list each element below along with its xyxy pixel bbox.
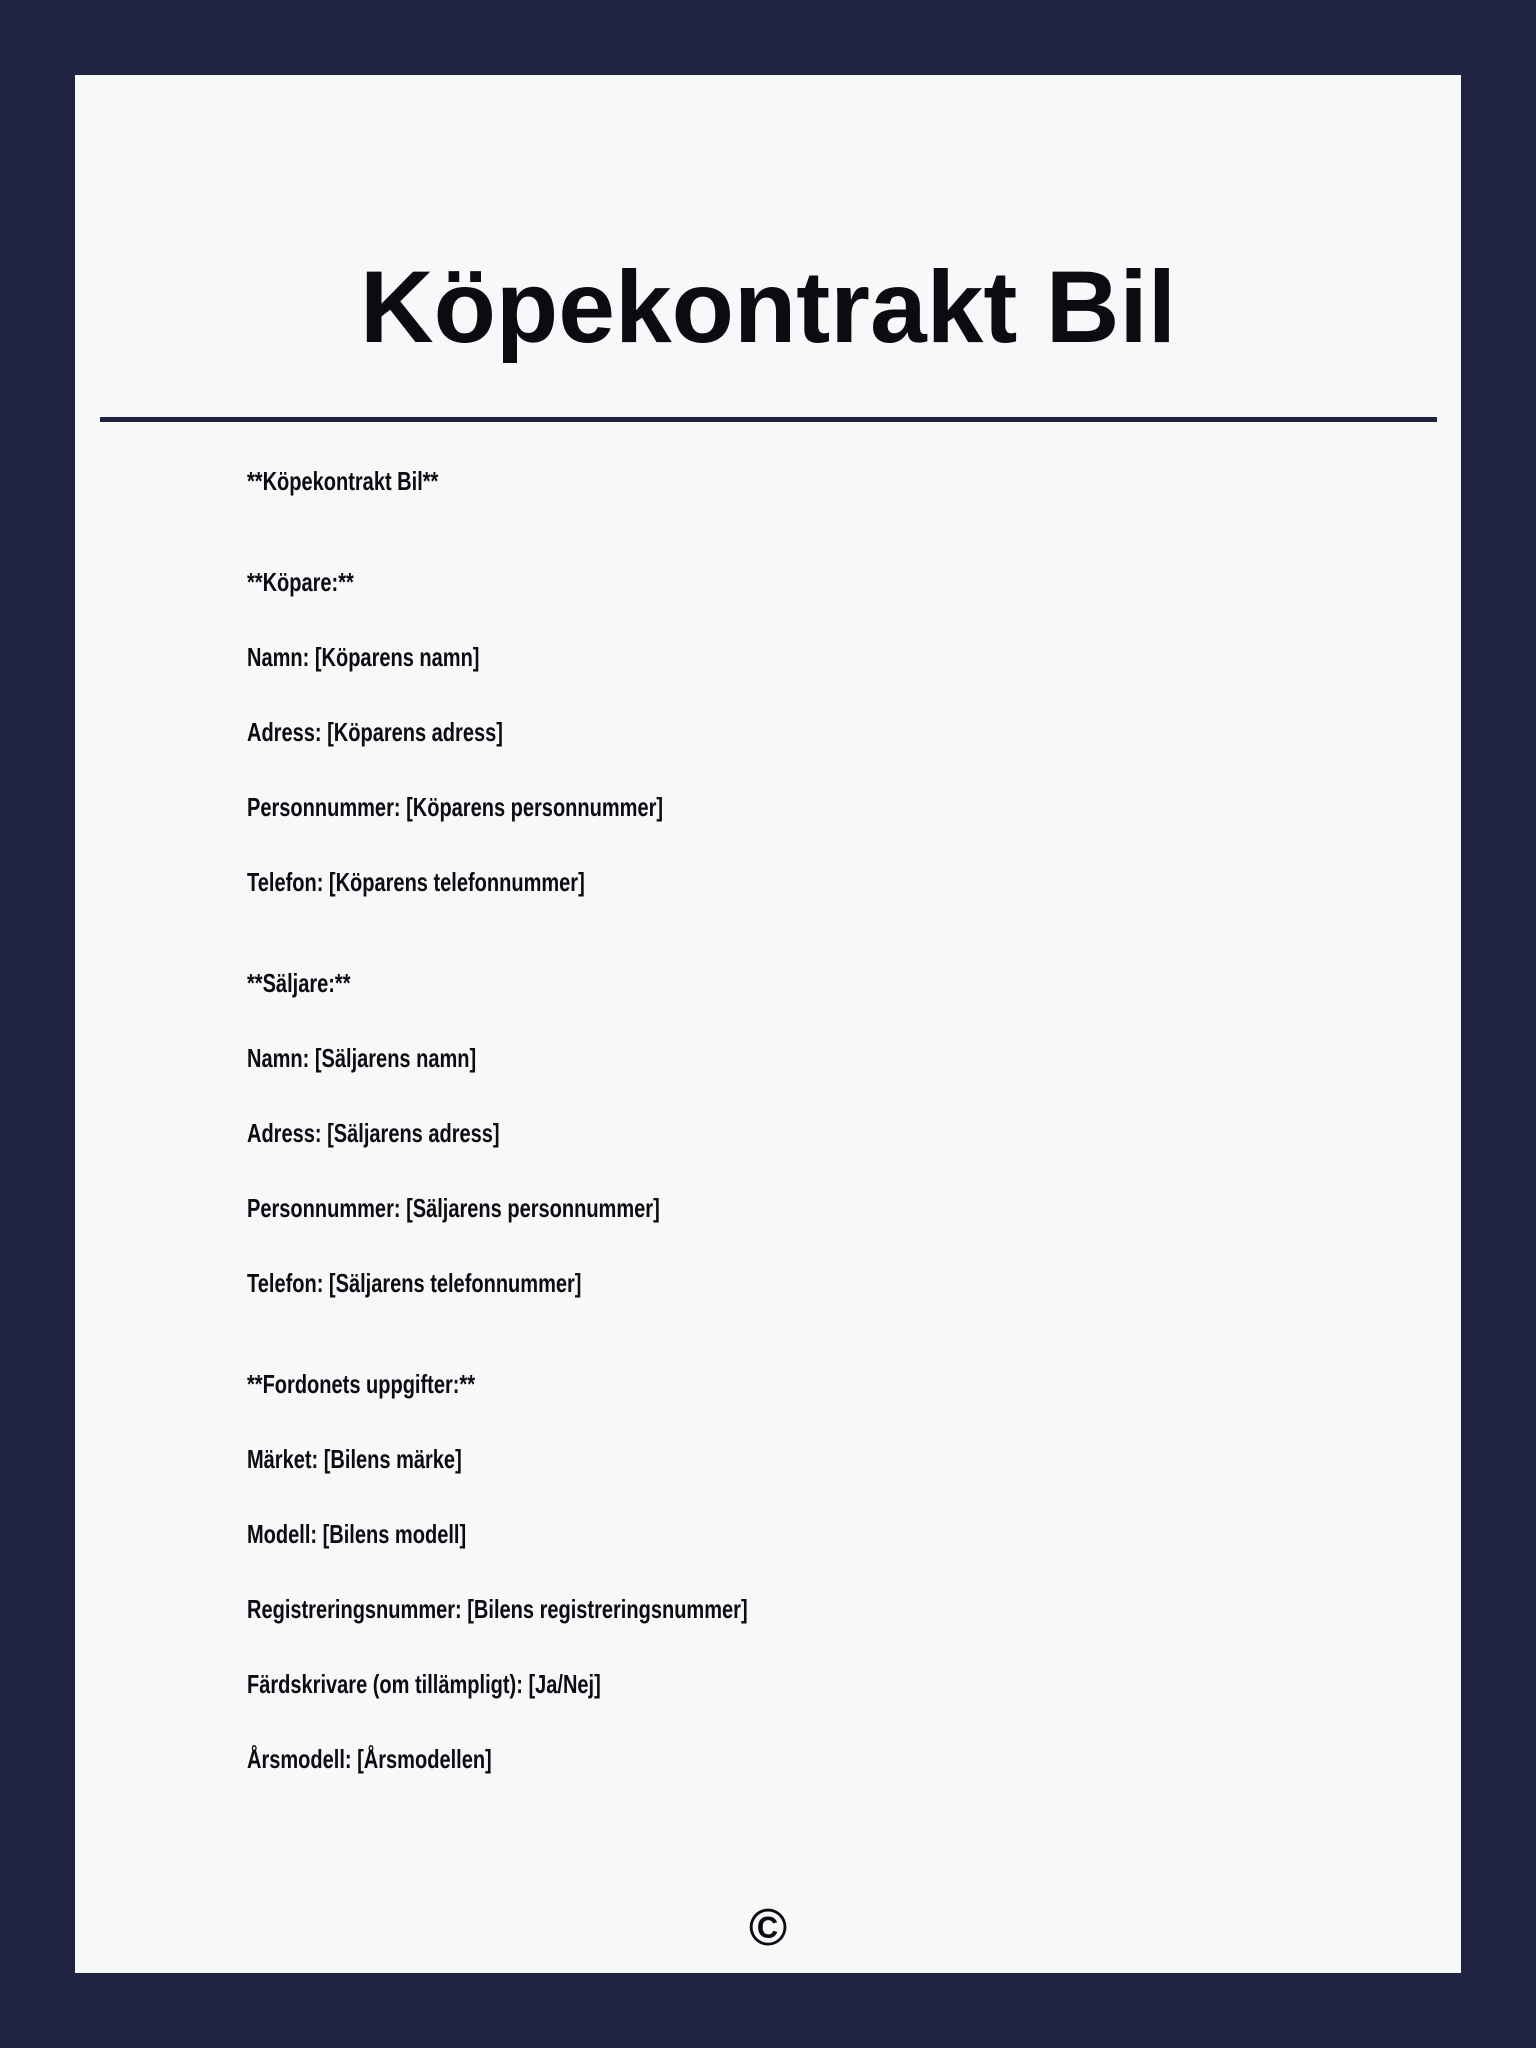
- document-line-heading: **Köpare:**: [247, 567, 354, 597]
- document-line-heading: **Fordonets uppgifter:**: [247, 1369, 476, 1399]
- document-page: [75, 75, 1461, 1973]
- document-line: Personnummer: [Köparens personnummer]: [247, 792, 664, 822]
- document-line: Årsmodell: [Årsmodellen]: [247, 1744, 492, 1774]
- document-line: Namn: [Köparens namn]: [247, 642, 480, 672]
- document-line: Telefon: [Köparens telefonnummer]: [247, 867, 585, 897]
- document-line: Namn: [Säljarens namn]: [247, 1043, 477, 1073]
- document-line: Adress: [Säljarens adress]: [247, 1118, 500, 1148]
- copyright-symbol: ©: [748, 1899, 788, 1957]
- document-line: Märket: [Bilens märke]: [247, 1444, 462, 1474]
- document-line-heading: **Säljare:**: [247, 968, 351, 998]
- document-line: Telefon: [Säljarens telefonnummer]: [247, 1268, 582, 1298]
- document-line: Modell: [Bilens modell]: [247, 1519, 467, 1549]
- document-line: Färdskrivare (om tillämpligt): [Ja/Nej]: [247, 1669, 601, 1699]
- title-divider-rule: [100, 417, 1437, 422]
- document-title: Köpekontrakt Bil: [359, 250, 1177, 364]
- document-line: Adress: [Köparens adress]: [247, 717, 503, 747]
- document-line: Registreringsnummer: [Bilens registreringsnummer]: [247, 1594, 748, 1624]
- document-line-heading: **Köpekontrakt Bil**: [247, 466, 439, 496]
- document-line: Personnummer: [Säljarens personnummer]: [247, 1193, 660, 1223]
